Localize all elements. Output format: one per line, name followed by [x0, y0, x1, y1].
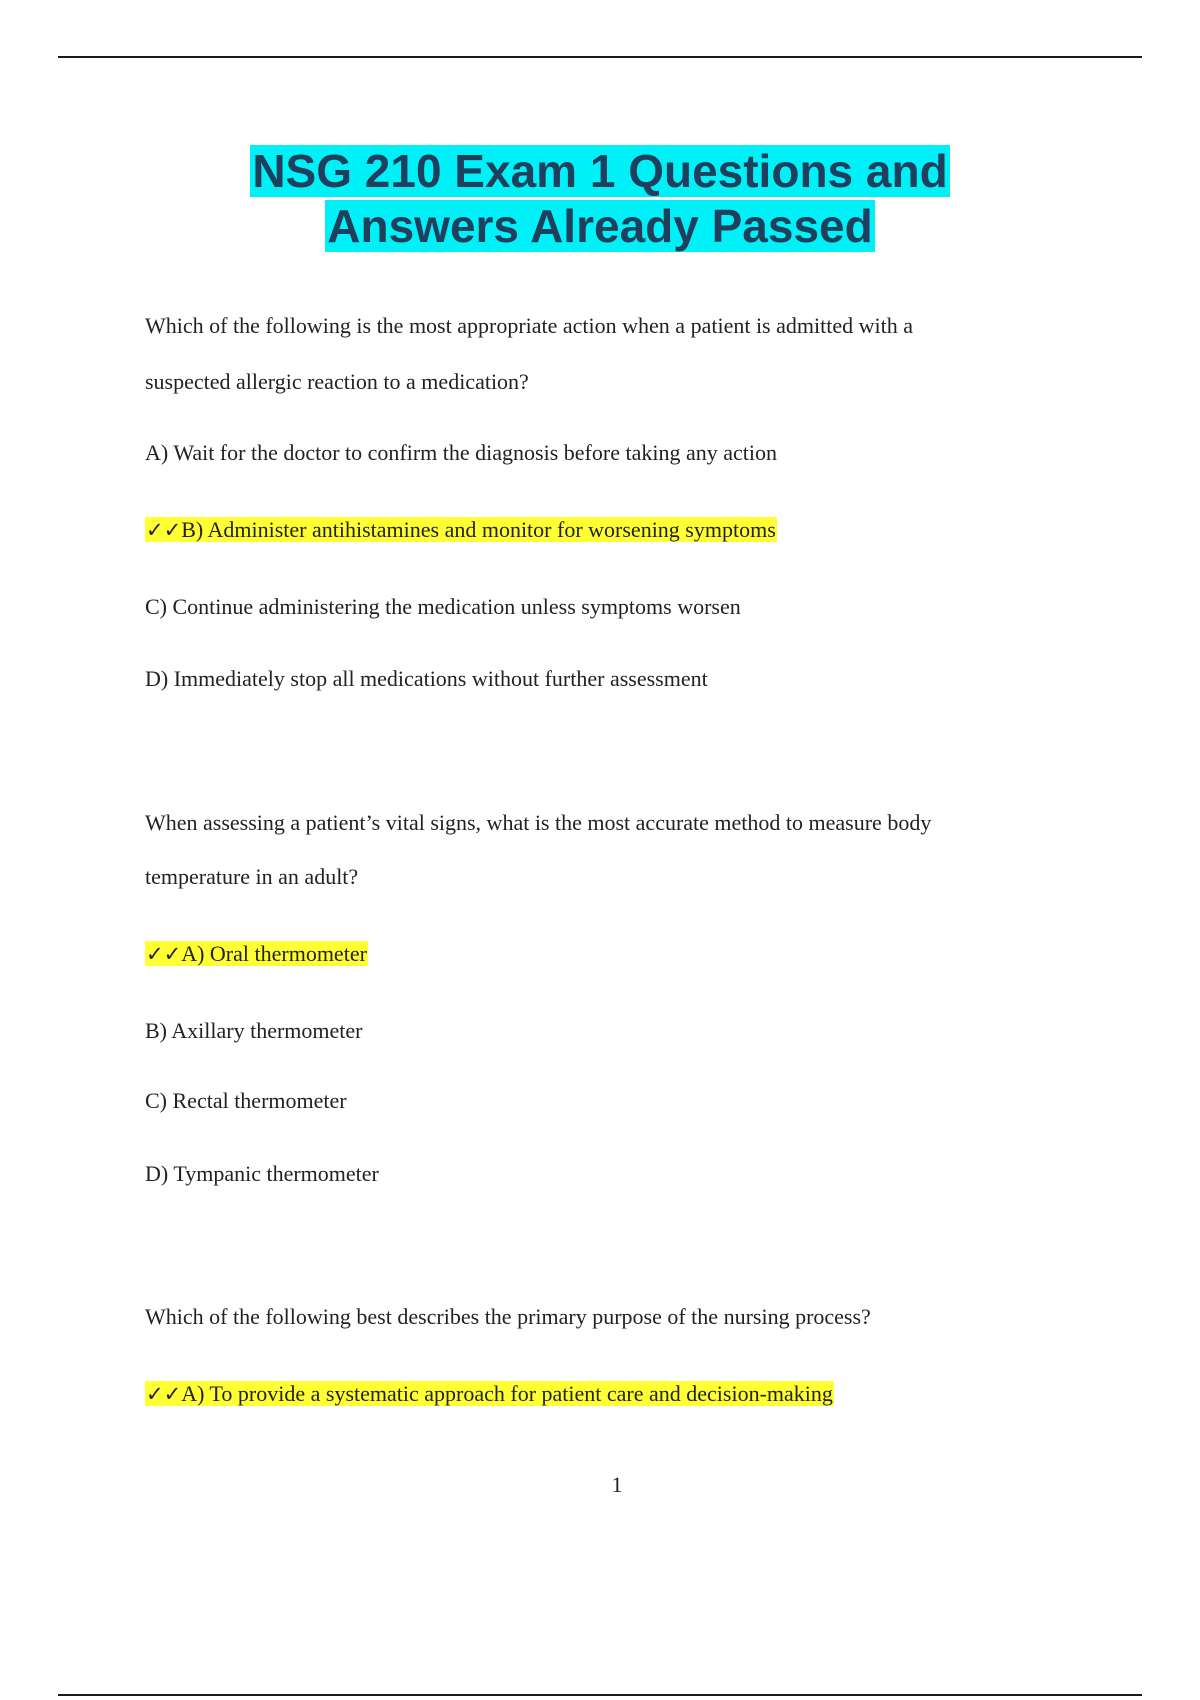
- question-2-stem-line-2: temperature in an adult?: [145, 864, 359, 889]
- question-1-option-c: C) Continue administering the medication unless symptoms worsen: [145, 594, 741, 619]
- question-1-stem-line-2: suspected allergic reaction to a medication?: [145, 369, 529, 394]
- question-2-option-b: B) Axillary thermometer: [145, 1018, 363, 1043]
- question-2-option-d: D) Tympanic thermometer: [145, 1161, 379, 1186]
- question-3-option-a-correct: [145, 1379, 834, 1409]
- correct-answer-highlight: [145, 941, 368, 966]
- double-check-icon: ✓✓: [146, 1382, 182, 1406]
- correct-answer-highlight: [145, 1381, 834, 1406]
- question-1-option-d: D) Immediately stop all medications without further assessment: [145, 666, 708, 691]
- double-check-icon: ✓✓: [146, 518, 182, 542]
- question-3-stem: Which of the following best describes the primary purpose of the nursing process?: [145, 1304, 871, 1329]
- answer-text: A) To provide a systematic approach for patient care and decision-making: [181, 1381, 833, 1406]
- title-line-1: NSG 210 Exam 1 Questions and: [252, 145, 948, 197]
- bottom-rule: [58, 1694, 1142, 1696]
- question-1-option-a: A) Wait for the doctor to confirm the diagnosis before taking any action: [145, 440, 777, 465]
- answer-text: A) Oral thermometer: [181, 941, 367, 966]
- question-2-option-a-correct: [145, 939, 368, 969]
- correct-answer-highlight: [145, 517, 777, 542]
- double-check-icon: ✓✓: [146, 942, 182, 966]
- title-line-2: Answers Already Passed: [327, 200, 873, 252]
- question-1-stem-line-1: Which of the following is the most appropriate action when a patient is admitted with a: [145, 313, 913, 338]
- question-2-stem-line-1: When assessing a patient’s vital signs, what is the most accurate method to measure body: [145, 810, 932, 835]
- page-number: 1: [611, 1472, 623, 1497]
- document-title: [0, 144, 1200, 254]
- top-rule: [58, 56, 1142, 58]
- question-2-option-c: C) Rectal thermometer: [145, 1088, 347, 1113]
- question-1-option-b-correct: [145, 515, 777, 545]
- answer-text: B) Administer antihistamines and monitor for worsening symptoms: [181, 517, 776, 542]
